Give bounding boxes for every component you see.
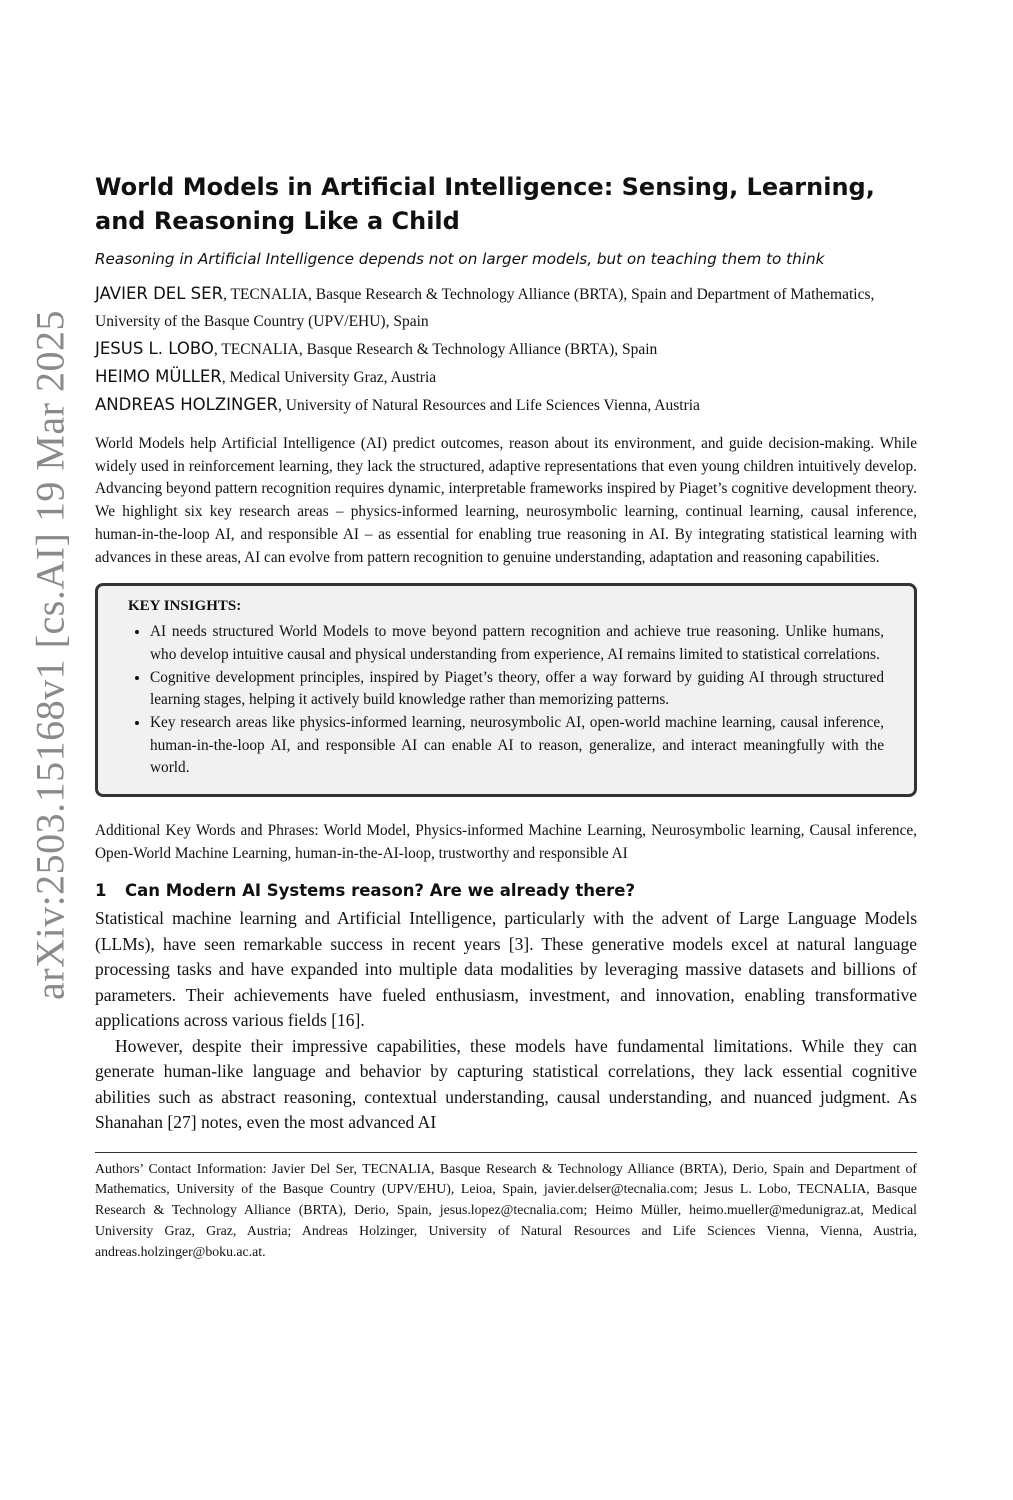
key-insight-item: • Key research areas like physics-informed learning, neurosymbolic AI, open-world machine learning, causal inference, human-in-the-loop AI, and responsible AI can enable AI to reason, generalize, and interact meaningfully with the world.	[150, 712, 884, 780]
body-paragraph: However, despite their impressive capabilities, these models have fundamental limitations. While they can generate human-like language and behavior by capturing statistical correlations, they lack essential cognitive abilities such as abstract reasoning, contextual understanding, causal understanding, and nuanced judgment. As Shanahan [27] notes, even the most advanced AI	[95, 1035, 917, 1133]
author-name: ANDREAS HOLZINGER	[95, 395, 279, 414]
abstract: World Models help Artificial Intelligence (AI) predict outcomes, reason about its environment, and guide decision-making. While widely used in reinforcement learning, they lack the structured, adaptive representations that even young children intuitively develop. Advancing beyond pattern recognition requires dynamic, interpretable frameworks inspired by Piaget’s cognitive development theory. We highlight six key research areas – physics-informed learning, neurosymbolic learning, continual learning, causal inference, human-in-the-loop AI, and responsible AI – as essential for enabling true reasoning in AI. By integrating statistical learning with advances in these areas, AI can evolve from pattern recognition to genuine understanding, adaptation and reasoning capabilities.	[95, 435, 917, 566]
section-heading	[95, 881, 917, 900]
key-insight-item: • Cognitive development principles, inspired by Piaget’s theory, offer a way forward by guiding AI through structured learning stages, helping it actively build knowledge rather than memorizing patterns.	[150, 667, 884, 712]
section-body	[95, 906, 917, 1136]
author-name: JAVIER DEL SER	[95, 284, 224, 303]
key-insights-title: KEY INSIGHTS:	[128, 598, 242, 615]
author-entry: HEIMO MÜLLER, Medical University Graz, Austria	[95, 367, 437, 386]
footnote-divider	[95, 1152, 917, 1153]
author-entry: JESUS L. LOBO, TECNALIA, Basque Research & Technology Alliance (BRTA), Spain	[95, 339, 658, 358]
author-affiliation: Medical University Graz, Austria	[229, 369, 437, 386]
body-paragraph: Statistical machine learning and Artificial Intelligence, particularly with the advent of Large Language Models (LLMs), have seen remarkable success in recent years [3]. These generative models excel at natural language processing tasks and have expanded into multiple data modalities by leveraging massive datasets and billions of parameters. Their achievements have fueled enthusiasm, investment, and innovation, enabling transformative applications across various fields [16].	[95, 908, 917, 1031]
keywords: Additional Key Words and Phrases: World Model, Physics-informed Machine Learning, Neurosymbolic learning, Causal inference, Open-World Machine Learning, human-in-the-AI-loop, trustworthy and responsible AI	[95, 822, 917, 863]
author-affiliation: TECNALIA, Basque Research & Technology Alliance (BRTA), Spain and Department of Mathematics, University of the Basque Country (UPV/EHU), Spain	[95, 286, 875, 330]
author-name: HEIMO MÜLLER	[95, 367, 222, 386]
paper-page	[95, 170, 917, 1263]
key-insights-list	[128, 621, 884, 780]
author-affiliation: TECNALIA, Basque Research & Technology Alliance (BRTA), Spain	[221, 341, 658, 358]
paper-title: World Models in Artificial Intelligence: Sensing, Learning, and Reasoning Like a Child	[95, 173, 875, 235]
key-insights-box	[95, 583, 917, 797]
author-entry: ANDREAS HOLZINGER, University of Natural Resources and Life Sciences Vienna, Austria	[95, 395, 700, 414]
arxiv-identifier: arXiv:2503.15168v1 [cs.AI] 19 Mar 2025	[27, 310, 73, 1000]
author-name: JESUS L. LOBO	[95, 339, 214, 358]
section-title: Can Modern AI Systems reason? Are we already there?	[125, 881, 636, 901]
author-contact-footnote: Authors’ Contact Information: Javier Del Ser, TECNALIA, Basque Research & Technology Alliance (BRTA), Derio, Spain and Department of Mathematics, University of the Basque Country (UPV/EHU), Leioa, Spain, javier.delser@tecnalia.com; Jesus L. Lobo, TECNALIA, Basque Research & Technology Alliance (BRTA), Derio, Spain, jesus.lopez@tecnalia.com; Heimo Müller, heimo.mueller@medunigraz.at, Medical University Graz, Graz, Austria; Andreas Holzinger, University of Natural Resources and Life Sciences Vienna, Vienna, Austria, andreas.holzinger@boku.ac.at.	[95, 1160, 917, 1259]
author-list	[95, 280, 917, 419]
section-number: 1	[95, 881, 107, 901]
key-insight-item: • AI needs structured World Models to move beyond pattern recognition and achieve true reasoning. Unlike humans, who develop intuitive causal and physical understanding from experience, AI remains limited to statistical correlations.	[150, 621, 884, 666]
paper-subtitle: Reasoning in Artificial Intelligence depends not on larger models, but on teaching them to think	[95, 250, 825, 268]
author-affiliation: University of Natural Resources and Life Sciences Vienna, Austria	[285, 397, 700, 414]
author-entry: JAVIER DEL SER, TECNALIA, Basque Research & Technology Alliance (BRTA), Spain and Department of Mathematics, University of the Basque Country (UPV/EHU), Spain	[95, 284, 875, 330]
